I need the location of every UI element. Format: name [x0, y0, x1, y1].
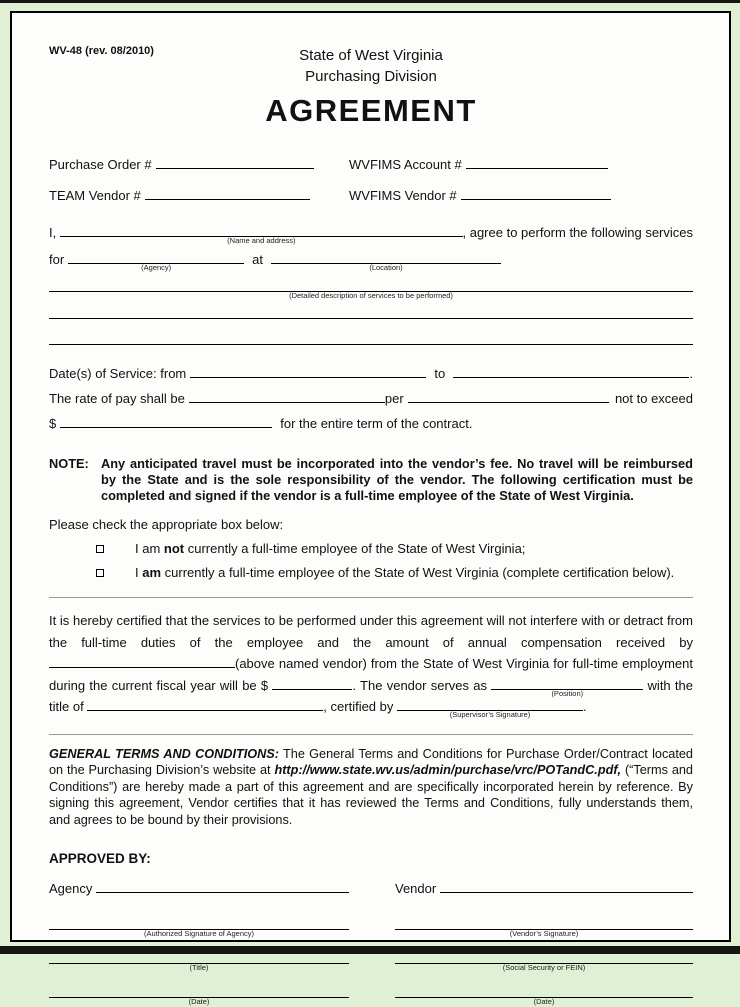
vendor-signature-line[interactable]	[395, 917, 693, 938]
agency-date-line[interactable]	[49, 985, 349, 1006]
title-input[interactable]	[87, 698, 323, 711]
agency-title-line[interactable]	[49, 951, 349, 972]
is-employee-label: I am currently a full-time employee of the State of West Virginia (complete certification below).	[135, 565, 675, 580]
above-named-vendor-input[interactable]	[49, 655, 235, 668]
wvfims-vendor-input[interactable]	[461, 187, 611, 200]
supervisor-signature-caption: (Supervisor’s Signature)	[449, 710, 531, 719]
certification-period: .	[583, 699, 587, 714]
employee-certification-paragraph	[49, 597, 693, 718]
is-employee-checkbox[interactable]	[96, 569, 104, 577]
services-description-line-1[interactable]	[49, 279, 693, 300]
services-description-line-3[interactable]	[49, 332, 693, 345]
signature-block	[49, 872, 693, 1006]
note-label: NOTE:	[49, 456, 89, 471]
agree-text: , agree to perform the following services	[462, 225, 693, 240]
vendor-signature-column	[395, 872, 693, 1006]
position-caption: (Position)	[551, 688, 584, 698]
agency-date-caption: (Date)	[188, 997, 210, 1006]
at-label: at	[252, 252, 264, 267]
name-address-caption: (Name and address)	[227, 236, 296, 245]
services-description-row-2	[49, 306, 693, 319]
services-description-caption: (Detailed description of services to be performed)	[289, 291, 453, 300]
wvfims-account-label: WVFIMS Account #	[349, 157, 462, 172]
certification-text-3: . The vendor serves as	[352, 677, 492, 693]
vendor-signature-caption: (Vendor’s Signature)	[509, 929, 579, 938]
travel-note	[49, 456, 693, 504]
dates-from-label: Date(s) of Service: from	[49, 366, 187, 381]
id-row-2	[49, 187, 693, 203]
agency-name-input[interactable]	[96, 880, 349, 893]
id-row-1	[49, 156, 693, 172]
dollar-sign-label: $	[49, 416, 57, 431]
vendor-date-caption: (Date)	[533, 997, 555, 1006]
checkbox-intro: Please check the appropriate box below:	[49, 517, 284, 532]
team-vendor-label: TEAM Vendor #	[49, 188, 141, 203]
contract-term-label: for the entire term of the contract.	[280, 416, 473, 431]
not-to-exceed-label: not to exceed	[614, 391, 693, 406]
rate-unit-input[interactable]	[408, 390, 609, 403]
approved-by-heading: APPROVED BY:	[49, 851, 151, 866]
certification-text-2: (above named vendor) from the State of West Virginia for full-time employment during the current fiscal year will be $	[49, 656, 693, 693]
wvfims-vendor-label: WVFIMS Vendor #	[349, 188, 457, 203]
vendor-date-line[interactable]	[395, 985, 693, 1006]
annual-compensation-input[interactable]	[272, 677, 352, 690]
per-label: per	[384, 391, 404, 406]
form-header	[49, 45, 693, 129]
form-title: AGREEMENT	[265, 93, 477, 128]
services-description-line-2[interactable]	[49, 306, 693, 319]
terms-text-2: (“Terms and Conditions”) are hereby made a part of this agreement and are specifically incorporated herein by reference. By signing this agreement, Vendor certifies that it has reviewed the Terms and Conditions, fully understands them, and agrees to be bound by their provisions.	[49, 763, 693, 827]
is-employee-option	[96, 565, 693, 580]
agency-signature-caption: (Authorized Signature of Agency)	[143, 929, 255, 938]
purchase-order-label: Purchase Order #	[49, 157, 152, 172]
org-name-line1: State of West Virginia	[299, 47, 443, 64]
agency-title-caption: (Title)	[189, 963, 209, 972]
for-label: for	[49, 252, 65, 267]
services-description-row-1	[49, 279, 693, 300]
vendor-name-input[interactable]	[440, 880, 693, 893]
contract-total-input[interactable]	[60, 415, 272, 428]
not-employee-label: I am not currently a full-time employee of the State of West Virginia;	[135, 541, 526, 556]
agency-signature-line[interactable]	[49, 917, 349, 938]
certification-text-1: It is hereby certified that the services to be performed under this agreement will not interfere with or detract from the full-time duties of the employee and the amount of annual compensation received by	[49, 613, 693, 650]
position-input[interactable]	[491, 677, 643, 698]
not-employee-checkbox[interactable]	[96, 545, 104, 553]
wvfims-account-input[interactable]	[466, 156, 608, 169]
dates-of-service-row	[49, 365, 693, 381]
rate-of-pay-row	[49, 390, 693, 406]
dates-period: .	[689, 366, 694, 381]
vendor-ssn-fein-line[interactable]	[395, 951, 693, 972]
terms-url[interactable]: http://www.state.wv.us/admin/purchase/vrc/POTandC.pdf,	[274, 763, 622, 777]
service-date-to-input[interactable]	[453, 365, 689, 378]
contract-total-row	[49, 415, 693, 431]
scan-top-edge	[0, 0, 740, 3]
certification-text-5: , certified by	[323, 699, 397, 714]
location-caption: (Location)	[369, 263, 403, 272]
agency-input[interactable]	[68, 251, 244, 272]
agency-signature-column	[49, 872, 349, 1006]
vendor-ssn-fein-caption: (Social Security or FEIN)	[502, 963, 586, 972]
services-description-row-3	[49, 332, 693, 345]
terms-text-1: The General Terms and Conditions for Purchase Order/Contract located on the Purchasing Division’s website at	[49, 746, 693, 777]
dates-to-label: to	[434, 366, 446, 381]
org-name-line2: Purchasing Division	[305, 68, 437, 85]
location-input[interactable]	[271, 251, 501, 272]
note-text: Any anticipated travel must be incorporated into the vendor’s fee. No travel will be reimbursed by the State and is the sole responsibility of the vendor. The following certification must be completed and signed if the vendor is a full-time employee of the State of West Virginia.	[101, 456, 693, 503]
service-date-from-input[interactable]	[190, 365, 426, 378]
general-terms-paragraph	[49, 734, 693, 829]
terms-heading: GENERAL TERMS AND CONDITIONS:	[49, 746, 279, 761]
rate-label: The rate of pay shall be	[49, 391, 185, 406]
certification-text-4: with the title of	[49, 677, 693, 714]
supervisor-signature-input[interactable]	[397, 698, 583, 719]
agency-label: Agency	[49, 881, 93, 896]
form-revision-number: WV-48 (rev. 08/2010)	[49, 45, 154, 57]
agency-location-row	[49, 251, 693, 272]
form-page	[10, 11, 731, 1006]
vendor-label: Vendor	[395, 881, 437, 896]
i-label: I,	[49, 225, 57, 240]
vendor-name-address-input[interactable]	[60, 224, 462, 245]
team-vendor-input[interactable]	[145, 187, 310, 200]
agency-caption: (Agency)	[141, 263, 172, 272]
rate-amount-input[interactable]	[189, 390, 385, 403]
purchase-order-input[interactable]	[156, 156, 314, 169]
not-employee-option	[96, 541, 693, 556]
vendor-name-row	[49, 224, 693, 245]
